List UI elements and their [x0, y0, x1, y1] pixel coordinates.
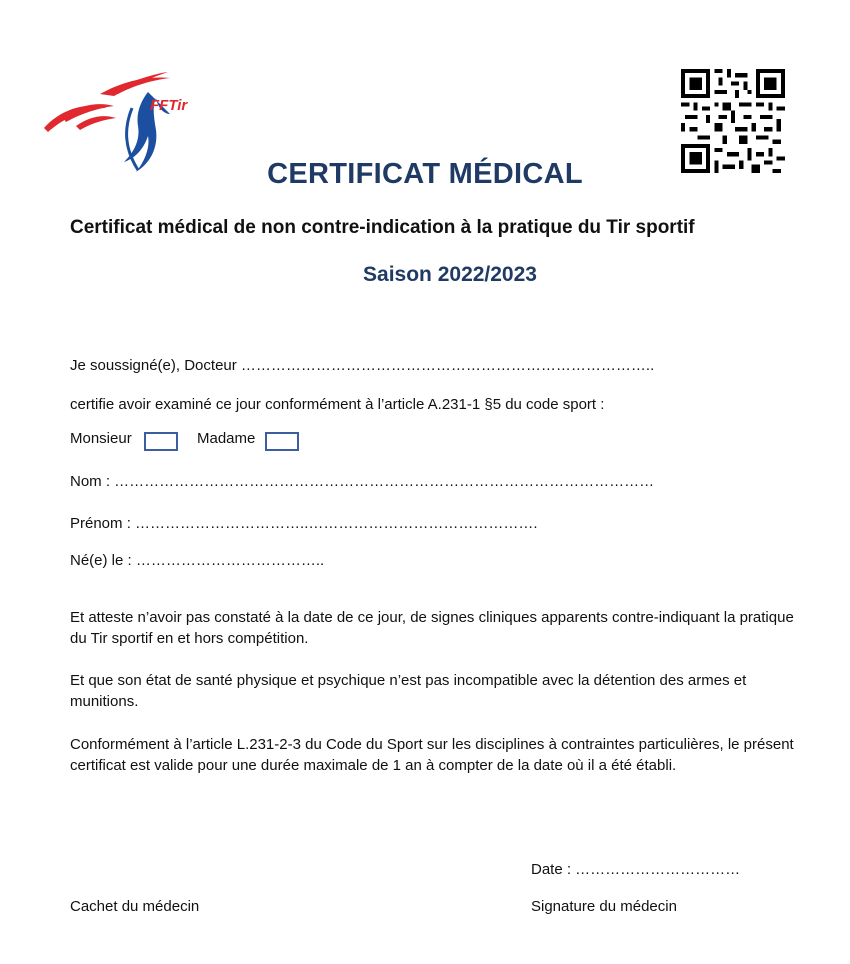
- doctor-line: Je soussigné(e), Docteur ………………………………………………………………………..: [70, 357, 655, 374]
- prenom-field-line: Prénom : ……………………………..……………………………………….: [70, 515, 538, 532]
- doctor-stamp-label: Cachet du médecin: [70, 898, 200, 915]
- logo-red-swoosh-top: [100, 78, 170, 96]
- monsieur-label: Monsieur: [70, 430, 132, 447]
- doctor-signature-label: Signature du médecin: [531, 898, 677, 915]
- logo-red-swoosh-mid: [110, 72, 168, 94]
- logo-text: FFTir: [150, 97, 188, 114]
- health-paragraph: Et que son état de santé physique et psychique n’est pas incompatible avec la détention des armes et munitions.: [70, 672, 747, 710]
- date-field-line: Date : ……………………………: [531, 861, 741, 878]
- certify-line: certifie avoir examiné ce jour conformément à l’article A.231-1 §5 du code sport :: [70, 396, 605, 413]
- logo-red-swoosh-small: [76, 116, 116, 130]
- season-label: Saison 2022/2023: [363, 263, 537, 286]
- madame-label: Madame: [197, 430, 256, 447]
- monsieur-checkbox[interactable]: [144, 432, 178, 451]
- attestation-paragraph: Et atteste n’avoir pas constaté à la date de ce jour, de signes cliniques apparents contre-indiquant la pratique du Tir sportif en et hors compétition.: [70, 609, 794, 647]
- document-subtitle: Certificat médical de non contre-indication à la pratique du Tir sportif: [70, 217, 695, 238]
- birthdate-field-line: Né(e) le : ………………………………..: [70, 552, 325, 569]
- document-title: CERTIFICAT MÉDICAL: [267, 158, 583, 190]
- madame-checkbox[interactable]: [265, 432, 299, 451]
- nom-field-line: Nom : ………………………………………………………………………………………………: [70, 473, 655, 490]
- validity-paragraph: Conformément à l’article L.231-2-3 du Code du Sport sur les disciplines à contraintes particulières, le présent certificat est valide pour une durée maximale de 1 an à compter de la date où il a été établi.: [70, 736, 794, 774]
